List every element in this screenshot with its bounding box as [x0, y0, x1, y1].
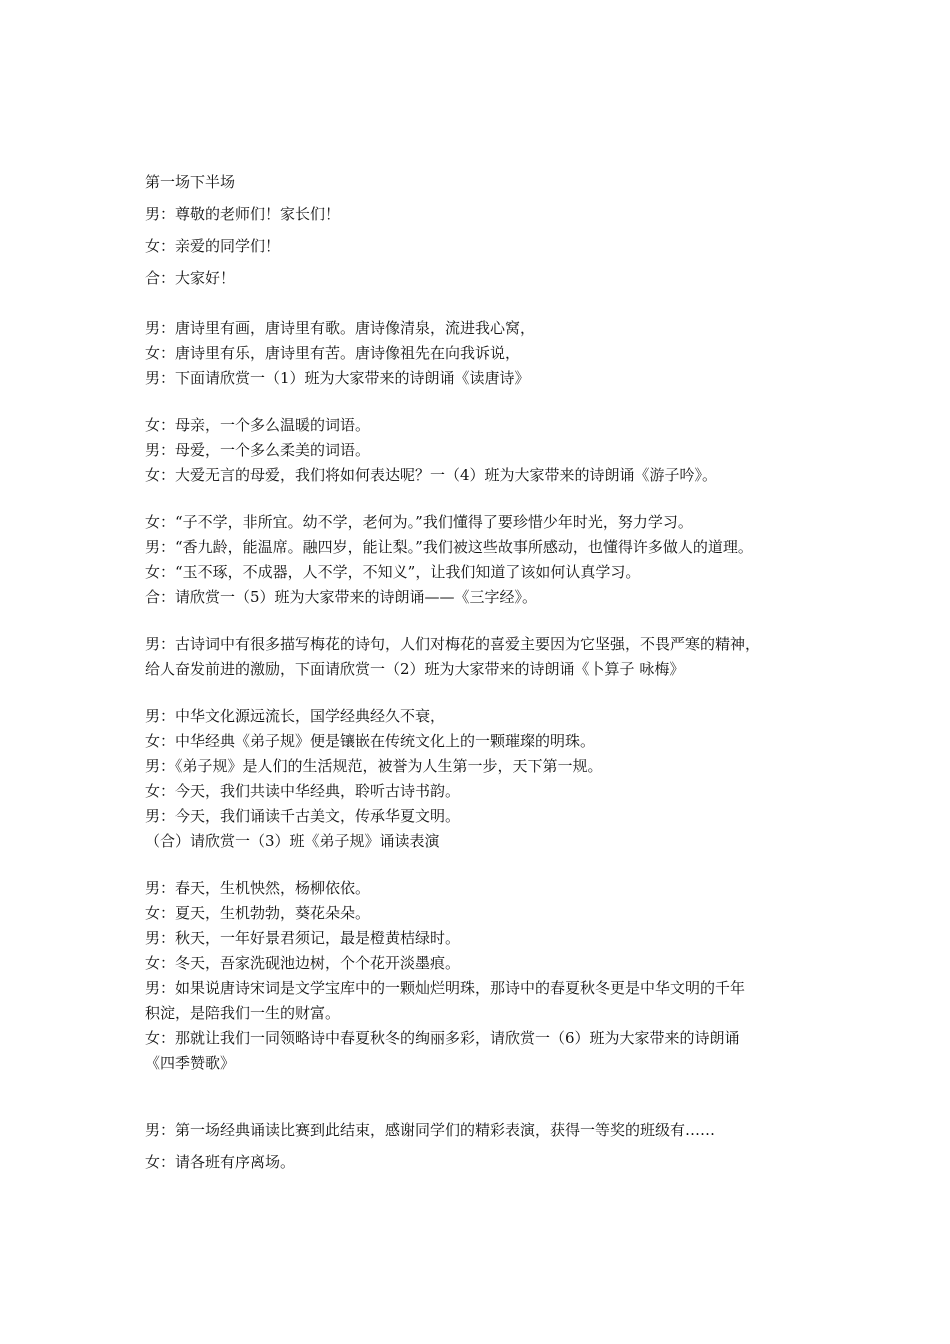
section5-line-6: （合）请欣赏一（3）班《弟子规》诵读表演	[145, 832, 440, 850]
opening-line-2: 女：亲爱的同学们！	[145, 237, 281, 255]
section4-line-2: 给人奋发前进的激励，下面请欣赏一（2）班为大家带来的诗朗诵《卜算子 咏梅》	[145, 660, 685, 678]
closing-line-1: 男：第一场经典诵读比赛到此结束，感谢同学们的精彩表演，获得一等奖的班级有……	[145, 1121, 716, 1139]
section2-line-1: 女：母亲，一个多么温暖的词语。	[145, 416, 371, 434]
section5-line-4: 女：今天，我们共读中华经典，聆听古诗书韵。	[145, 782, 461, 800]
section6-line-1: 男：春天，生机怏然，杨柳依依。	[145, 879, 371, 897]
section3-line-4: 合：请欣赏一（5）班为大家带来的诗朗诵——《三字经》。	[145, 588, 538, 606]
section5-line-5: 男：今天，我们诵读千古美文，传承华夏文明。	[145, 807, 461, 825]
section2-line-2: 男：母爱，一个多么柔美的词语。	[145, 441, 371, 459]
paragraph-gap	[145, 682, 820, 704]
paragraph-gap	[145, 610, 820, 632]
section6-line-3: 男：秋天，一年好景君须记，最是橙黄桔绿时。	[145, 929, 461, 947]
section6-line-6: 积淀，是陪我们一生的财富。	[145, 1004, 341, 1022]
section6-line-5: 男：如果说唐诗宋词是文学宝库中的一颗灿烂明珠，那诗中的春夏秋冬更是中华文明的千年	[145, 979, 746, 997]
document-title: 第一场下半场	[145, 173, 236, 191]
paragraph-gap	[145, 391, 820, 413]
paragraph-gap	[145, 488, 820, 510]
section6-line-4: 女：冬天，吾家洗砚池边树，个个花开淡墨痕。	[145, 954, 461, 972]
section5-line-2: 女：中华经典《弟子规》便是镶嵌在传统文化上的一颗璀璨的明珠。	[145, 732, 596, 750]
section3-line-3: 女：“玉不琢，不成器，人不学，不知义”，让我们知道了该如何认真学习。	[145, 563, 641, 581]
section1-line-1: 男：唐诗里有画，唐诗里有歌。唐诗像清泉，流进我心窝，	[145, 319, 536, 337]
opening-line-3: 合：大家好！	[145, 269, 236, 287]
paragraph-gap	[145, 854, 820, 876]
document-body	[145, 166, 820, 1178]
section6-line-8: 《四季赞歌》	[145, 1054, 236, 1072]
section1-line-3: 男：下面请欣赏一（1）班为大家带来的诗朗诵《读唐诗》	[145, 369, 530, 387]
section1-line-2: 女：唐诗里有乐，唐诗里有苦。唐诗像祖先在向我诉说，	[145, 344, 521, 362]
section6-line-2: 女：夏天，生机勃勃，葵花朵朵。	[145, 904, 371, 922]
section3-line-1: 女：“子不学，非所宜。幼不学，老何为。”我们懂得了要珍惜少年时光，努力学习。	[145, 513, 693, 531]
section6-line-7: 女：那就让我们一同领略诗中春夏秋冬的绚丽多彩，请欣赏一（6）班为大家带来的诗朗诵	[145, 1029, 740, 1047]
paragraph-gap	[145, 294, 820, 316]
opening-line-1: 男：尊敬的老师们！家长们！	[145, 205, 341, 223]
section5-line-3: 男：《弟子规》是人们的生活规范，被誉为人生第一步，天下第一规。	[145, 757, 603, 775]
section2-line-3: 女：大爱无言的母爱，我们将如何表达呢？一（4）班为大家带来的诗朗诵《游子吟》。	[145, 466, 718, 484]
closing-line-2: 女：请各班有序离场。	[145, 1153, 296, 1171]
section4-line-1: 男：古诗词中有很多描写梅花的诗句，人们对梅花的喜爱主要因为它坚强，不畏严寒的精神，	[145, 635, 761, 653]
section3-line-2: 男：“香九龄，能温席。融四岁，能让梨。”我们被这些故事所感动，也懂得许多做人的道理。	[145, 538, 753, 556]
paragraph-gap	[145, 1076, 820, 1114]
section5-line-1: 男：中华文化源远流长，国学经典经久不衰，	[145, 707, 446, 725]
